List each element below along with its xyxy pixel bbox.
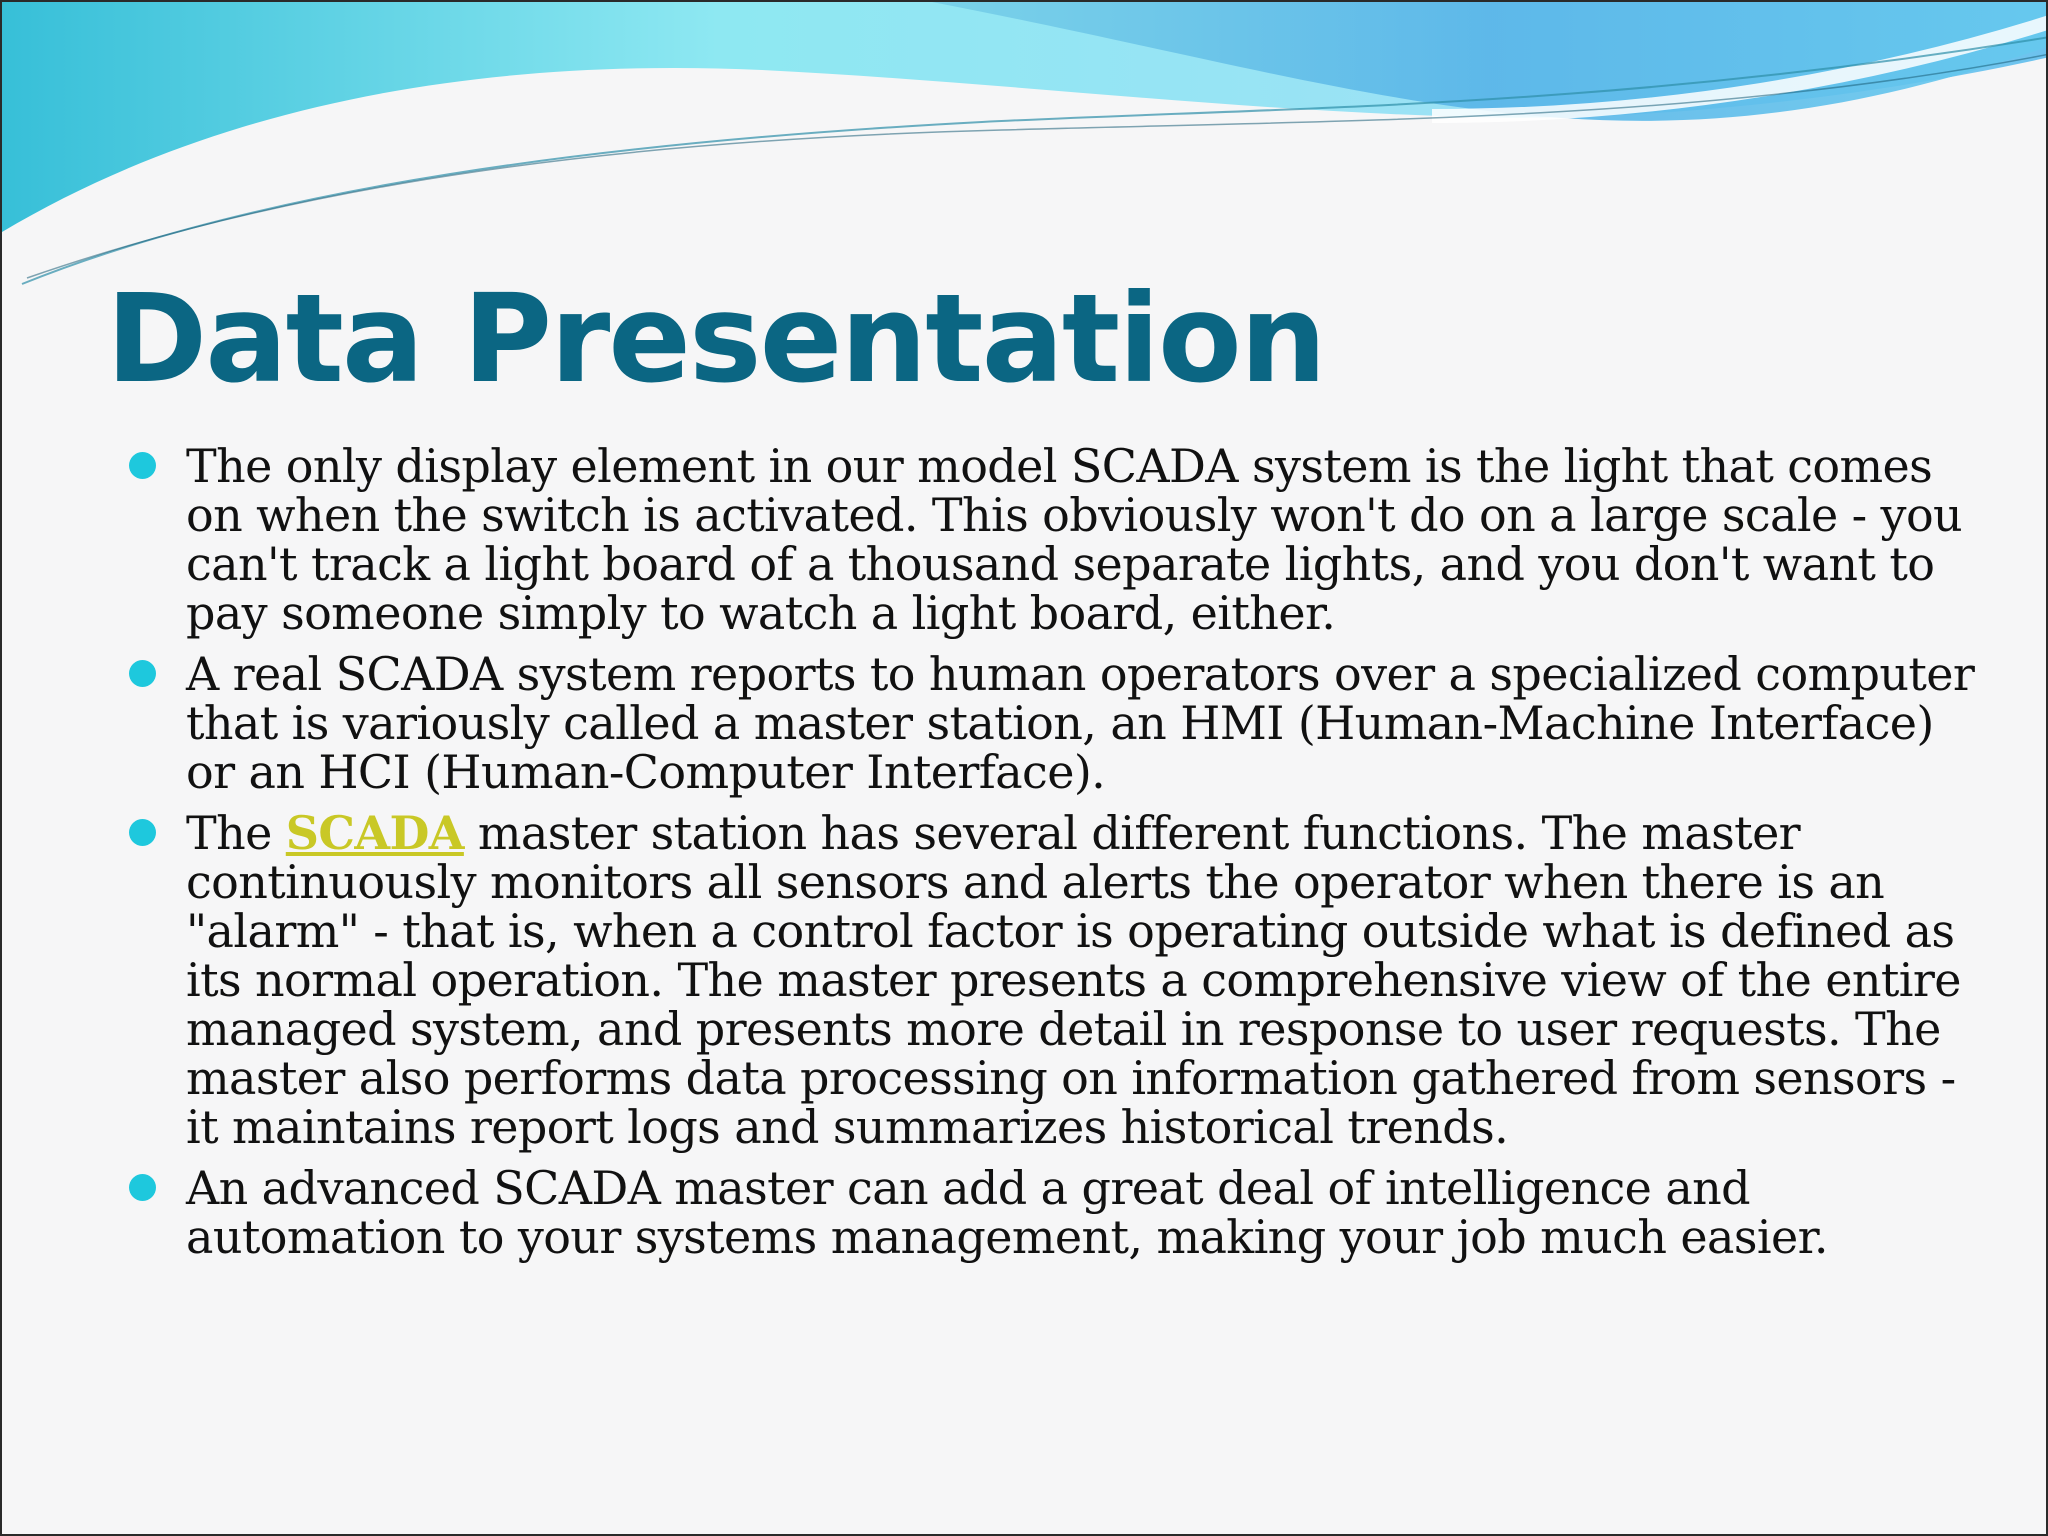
bullet-text-after-link: master station has several different functions. The master — [463, 806, 1801, 860]
bullet-item-3 — [126, 806, 1961, 1154]
bullet-line: A real SCADA system reports to human operators over a specialized computer — [186, 647, 1975, 701]
bullet-line: "alarm" - that is, when a control factor is operating outside what is defined as — [186, 904, 1955, 958]
slide-title: Data Presentation — [106, 268, 1325, 410]
bullet-text — [186, 647, 1975, 799]
bullet-line: it maintains report logs and summarizes historical trends. — [186, 1100, 1509, 1154]
bullet-text-before-link: The — [186, 806, 286, 860]
bullet-item-4 — [126, 1161, 1926, 1264]
bullet-item-2 — [126, 647, 1975, 799]
bullet-line: master also performs data processing on information gathered from sensors - — [186, 1051, 1956, 1105]
bullet-line: The only display element in our model SCADA system is the light that comes — [186, 439, 1933, 493]
bullet-line: An advanced SCADA master can add a great deal of intelligence and — [186, 1161, 1751, 1215]
bullet-line: its normal operation. The master presents a comprehensive view of the entire — [186, 953, 1961, 1007]
bullet-line: or an HCI (Human-Computer Interface). — [186, 745, 1106, 799]
bullet-line: automation to your systems management, making your job much easier. — [186, 1210, 1828, 1264]
bullet-list — [126, 439, 1975, 1274]
bullet-dot-icon — [129, 660, 156, 687]
bullet-line: that is variously called a master station, an HMI (Human-Machine Interface) — [186, 696, 1934, 750]
bullet-line: pay someone simply to watch a light board, either. — [186, 586, 1336, 640]
bullet-line: continuously monitors all sensors and alerts the operator when there is an — [186, 855, 1885, 909]
bullet-dot-icon — [129, 819, 156, 846]
bullet-line-with-link — [186, 806, 1926, 860]
bullet-dot-icon — [129, 1174, 156, 1201]
decorative-header-wave — [2, 2, 2048, 302]
bullet-text — [186, 806, 1961, 1154]
bullet-line: can't track a light board of a thousand separate lights, and you don't want to — [186, 537, 1935, 591]
scada-link[interactable]: SCADA — [285, 806, 464, 860]
bullet-line: managed system, and presents more detail in response to user requests. The — [186, 1002, 1941, 1056]
bullet-text — [186, 1161, 1926, 1264]
bullet-line: on when the switch is activated. This obviously won't do on a large scale - you — [186, 488, 1963, 542]
bullet-text — [186, 439, 1963, 640]
bullet-item-1 — [126, 439, 1963, 640]
bullet-dot-icon — [129, 452, 156, 479]
